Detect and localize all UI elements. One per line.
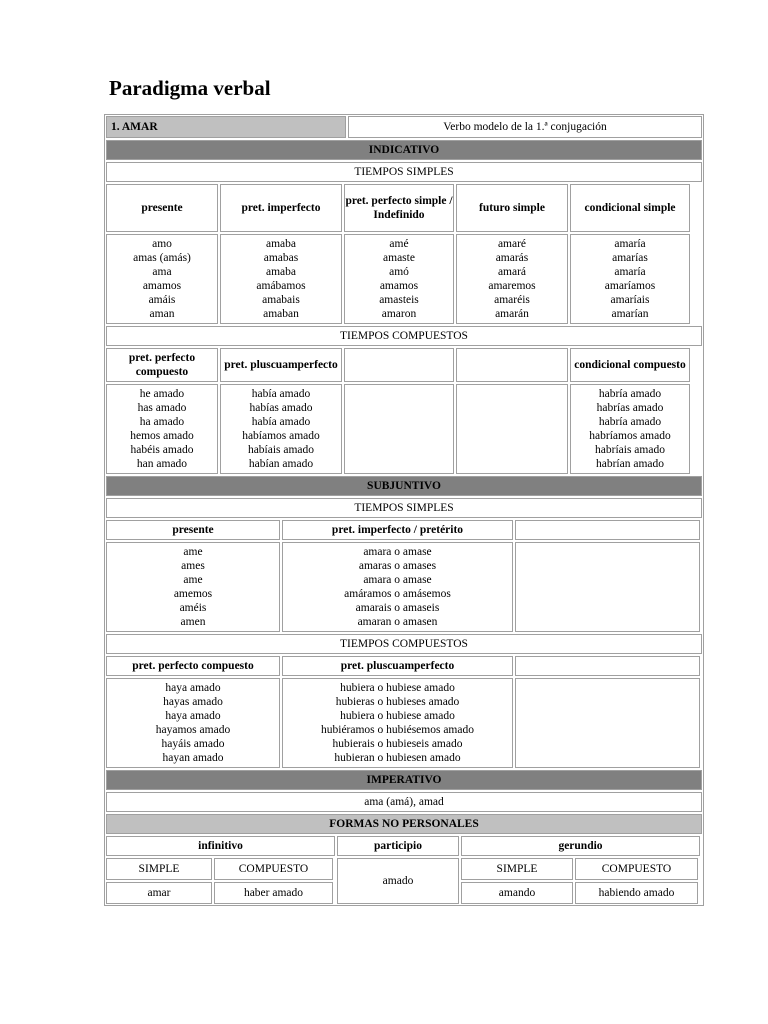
conjugation-form: ame — [183, 546, 203, 558]
conjugation-form: hubiéramos o hubiésemos amado — [321, 724, 474, 736]
sub-s-head-header-2 — [515, 520, 700, 540]
sub-c-body-col-0 — [106, 678, 280, 768]
ind-c-body-col-4 — [570, 384, 690, 474]
ind-s-body-col-2 — [344, 234, 454, 324]
conjugation-form: he amado — [139, 388, 185, 400]
sub-s-body-col-2 — [515, 542, 700, 632]
conjugation-form: habríais amado — [595, 444, 665, 456]
conjugation-form: amaría — [614, 238, 646, 250]
conjugation-form: amara o amase — [363, 574, 432, 586]
conjugation-form: hubieras o hubieses amado — [335, 696, 460, 708]
conjugation-form: amen — [180, 616, 206, 628]
conjugation-form: aman — [149, 308, 175, 320]
ind-s-head-header-0: presente — [106, 184, 218, 232]
conjugation-form: amaré — [497, 238, 527, 250]
verb-name: 1. AMAR — [106, 116, 346, 138]
conjugation-form: había amado — [251, 388, 311, 400]
np-ger-compuesto-header: COMPUESTO — [575, 858, 698, 880]
conjugation-form: amaremos — [488, 280, 536, 292]
ind-s-body-col-1 — [220, 234, 342, 324]
conjugation-form: haya amado — [165, 710, 221, 722]
paradigm-table — [104, 114, 704, 906]
ind-s-head-header-4: condicional simple — [570, 184, 690, 232]
conjugation-form: habría amado — [598, 416, 662, 428]
conjugation-form: hemos amado — [130, 430, 194, 442]
np-inf-compuesto-header: COMPUESTO — [214, 858, 333, 880]
conjugation-form: hubierais o hubieseis amado — [332, 738, 463, 750]
conjugation-form: amo — [152, 238, 172, 250]
sub-c-head-header-2 — [515, 656, 700, 676]
conjugation-form: habían amado — [248, 458, 314, 470]
conjugation-form: amábamos — [256, 280, 306, 292]
conjugation-form: amaréis — [494, 294, 530, 306]
ind-c-head-header-3 — [456, 348, 568, 382]
conjugation-form: amabais — [262, 294, 300, 306]
np-inf-compuesto: haber amado — [214, 882, 333, 904]
imperativo-value: ama (amá), amad — [106, 792, 702, 812]
conjugation-form: ames — [181, 560, 205, 572]
conjugation-form: amó — [389, 266, 409, 278]
conjugation-form: amarían — [611, 308, 649, 320]
ind-c-body-col-3 — [456, 384, 568, 474]
conjugation-form: habríamos amado — [589, 430, 671, 442]
np-ger-simple-header: SIMPLE — [461, 858, 573, 880]
conjugation-form: amará — [497, 266, 527, 278]
conjugation-form: habéis amado — [130, 444, 194, 456]
conjugation-form: amabas — [263, 252, 299, 264]
conjugation-form: ha amado — [139, 416, 185, 428]
conjugation-form: amara o amase — [363, 546, 432, 558]
verb-desc: Verbo modelo de la 1.ª conjugación — [348, 116, 702, 138]
conjugation-form: amarás — [495, 252, 529, 264]
conjugation-form: amaría — [614, 266, 646, 278]
conjugation-form: hayas amado — [163, 696, 223, 708]
sub-s-body-col-1 — [282, 542, 513, 632]
np-ger-simple: amando — [461, 882, 573, 904]
np-participio: amado — [337, 858, 459, 904]
ind-s-head-header-2: pret. perfecto simple / Indefinido — [344, 184, 454, 232]
np-inf-simple-header: SIMPLE — [106, 858, 212, 880]
subj-compuestos-label: TIEMPOS COMPUESTOS — [106, 634, 702, 654]
conjugation-form: amarán — [495, 308, 529, 320]
conjugation-form: amaríais — [610, 294, 650, 306]
conjugation-form: habíamos amado — [242, 430, 320, 442]
conjugation-form: hubieran o hubiesen amado — [334, 752, 461, 764]
ind-c-head-header-2 — [344, 348, 454, 382]
np-infinitivo-header: infinitivo — [106, 836, 335, 856]
ind-c-head-header-1: pret. pluscuamperfecto — [220, 348, 342, 382]
conjugation-form: amáis — [148, 294, 176, 306]
conjugation-form: han amado — [136, 458, 188, 470]
subj-simples-label: TIEMPOS SIMPLES — [106, 498, 702, 518]
np-inf-simple: amar — [106, 882, 212, 904]
np-ger-compuesto: habiendo amado — [575, 882, 698, 904]
ind-s-body-col-3 — [456, 234, 568, 324]
conjugation-form: amaron — [381, 308, 417, 320]
conjugation-form: amaba — [265, 238, 296, 250]
conjugation-form: había amado — [251, 416, 311, 428]
conjugation-form: amasteis — [379, 294, 419, 306]
conjugation-form: ama — [152, 266, 172, 278]
conjugation-form: amaríamos — [604, 280, 656, 292]
sub-s-head-header-0: presente — [106, 520, 280, 540]
sub-s-head-header-1: pret. imperfecto / pretérito — [282, 520, 513, 540]
sub-c-head-header-1: pret. pluscuamperfecto — [282, 656, 513, 676]
np-gerundio-header: gerundio — [461, 836, 700, 856]
sub-s-body-col-0 — [106, 542, 280, 632]
sub-c-head-header-0: pret. perfecto compuesto — [106, 656, 280, 676]
conjugation-form: amamos — [142, 280, 182, 292]
conjugation-form: amarías — [612, 252, 648, 264]
section-indicativo: INDICATIVO — [106, 140, 702, 160]
ind-s-body-col-0 — [106, 234, 218, 324]
sub-c-body-col-1 — [282, 678, 513, 768]
conjugation-form: amemos — [173, 588, 213, 600]
section-imperativo: IMPERATIVO — [106, 770, 702, 790]
section-subjuntivo: SUBJUNTIVO — [106, 476, 702, 496]
ind-s-head-header-3: futuro simple — [456, 184, 568, 232]
ind-c-body-col-2 — [344, 384, 454, 474]
ind-s-head-header-1: pret. imperfecto — [220, 184, 342, 232]
ind-compuestos-label: TIEMPOS COMPUESTOS — [106, 326, 702, 346]
conjugation-form: habías amado — [249, 402, 313, 414]
ind-c-head-header-0: pret. perfecto compuesto — [106, 348, 218, 382]
conjugation-form: habrían amado — [595, 458, 664, 470]
conjugation-form: hubiera o hubiese amado — [340, 682, 455, 694]
conjugation-form: amaran o amasen — [357, 616, 438, 628]
ind-c-body-col-1 — [220, 384, 342, 474]
conjugation-form: amaban — [263, 308, 299, 320]
conjugation-form: habrías amado — [596, 402, 664, 414]
conjugation-form: has amado — [137, 402, 187, 414]
conjugation-form: améis — [179, 602, 207, 614]
conjugation-form: amáramos o amásemos — [344, 588, 451, 600]
conjugation-form: amas (amás) — [133, 252, 191, 264]
conjugation-form: amaba — [265, 266, 296, 278]
page-title: Paradigma verbal — [109, 76, 271, 100]
conjugation-form: ame — [183, 574, 203, 586]
conjugation-form: amamos — [379, 280, 419, 292]
conjugation-form: amarais o amaseis — [355, 602, 440, 614]
conjugation-form: amaras o amases — [358, 560, 437, 572]
sub-c-body-col-2 — [515, 678, 700, 768]
conjugation-form: habíais amado — [247, 444, 315, 456]
np-participio-header: participio — [337, 836, 459, 856]
conjugation-form: amé — [389, 238, 409, 250]
ind-c-body-col-0 — [106, 384, 218, 474]
ind-c-head-header-4: condicional compuesto — [570, 348, 690, 382]
conjugation-form: hubiera o hubiese amado — [340, 710, 455, 722]
section-no-personales: FORMAS NO PERSONALES — [106, 814, 702, 834]
ind-simples-label: TIEMPOS SIMPLES — [106, 162, 702, 182]
conjugation-form: amaste — [383, 252, 415, 264]
conjugation-form: habría amado — [598, 388, 662, 400]
conjugation-form: hayáis amado — [161, 738, 225, 750]
conjugation-form: hayan amado — [162, 752, 224, 764]
conjugation-form: haya amado — [165, 682, 221, 694]
ind-s-body-col-4 — [570, 234, 690, 324]
conjugation-form: hayamos amado — [155, 724, 231, 736]
